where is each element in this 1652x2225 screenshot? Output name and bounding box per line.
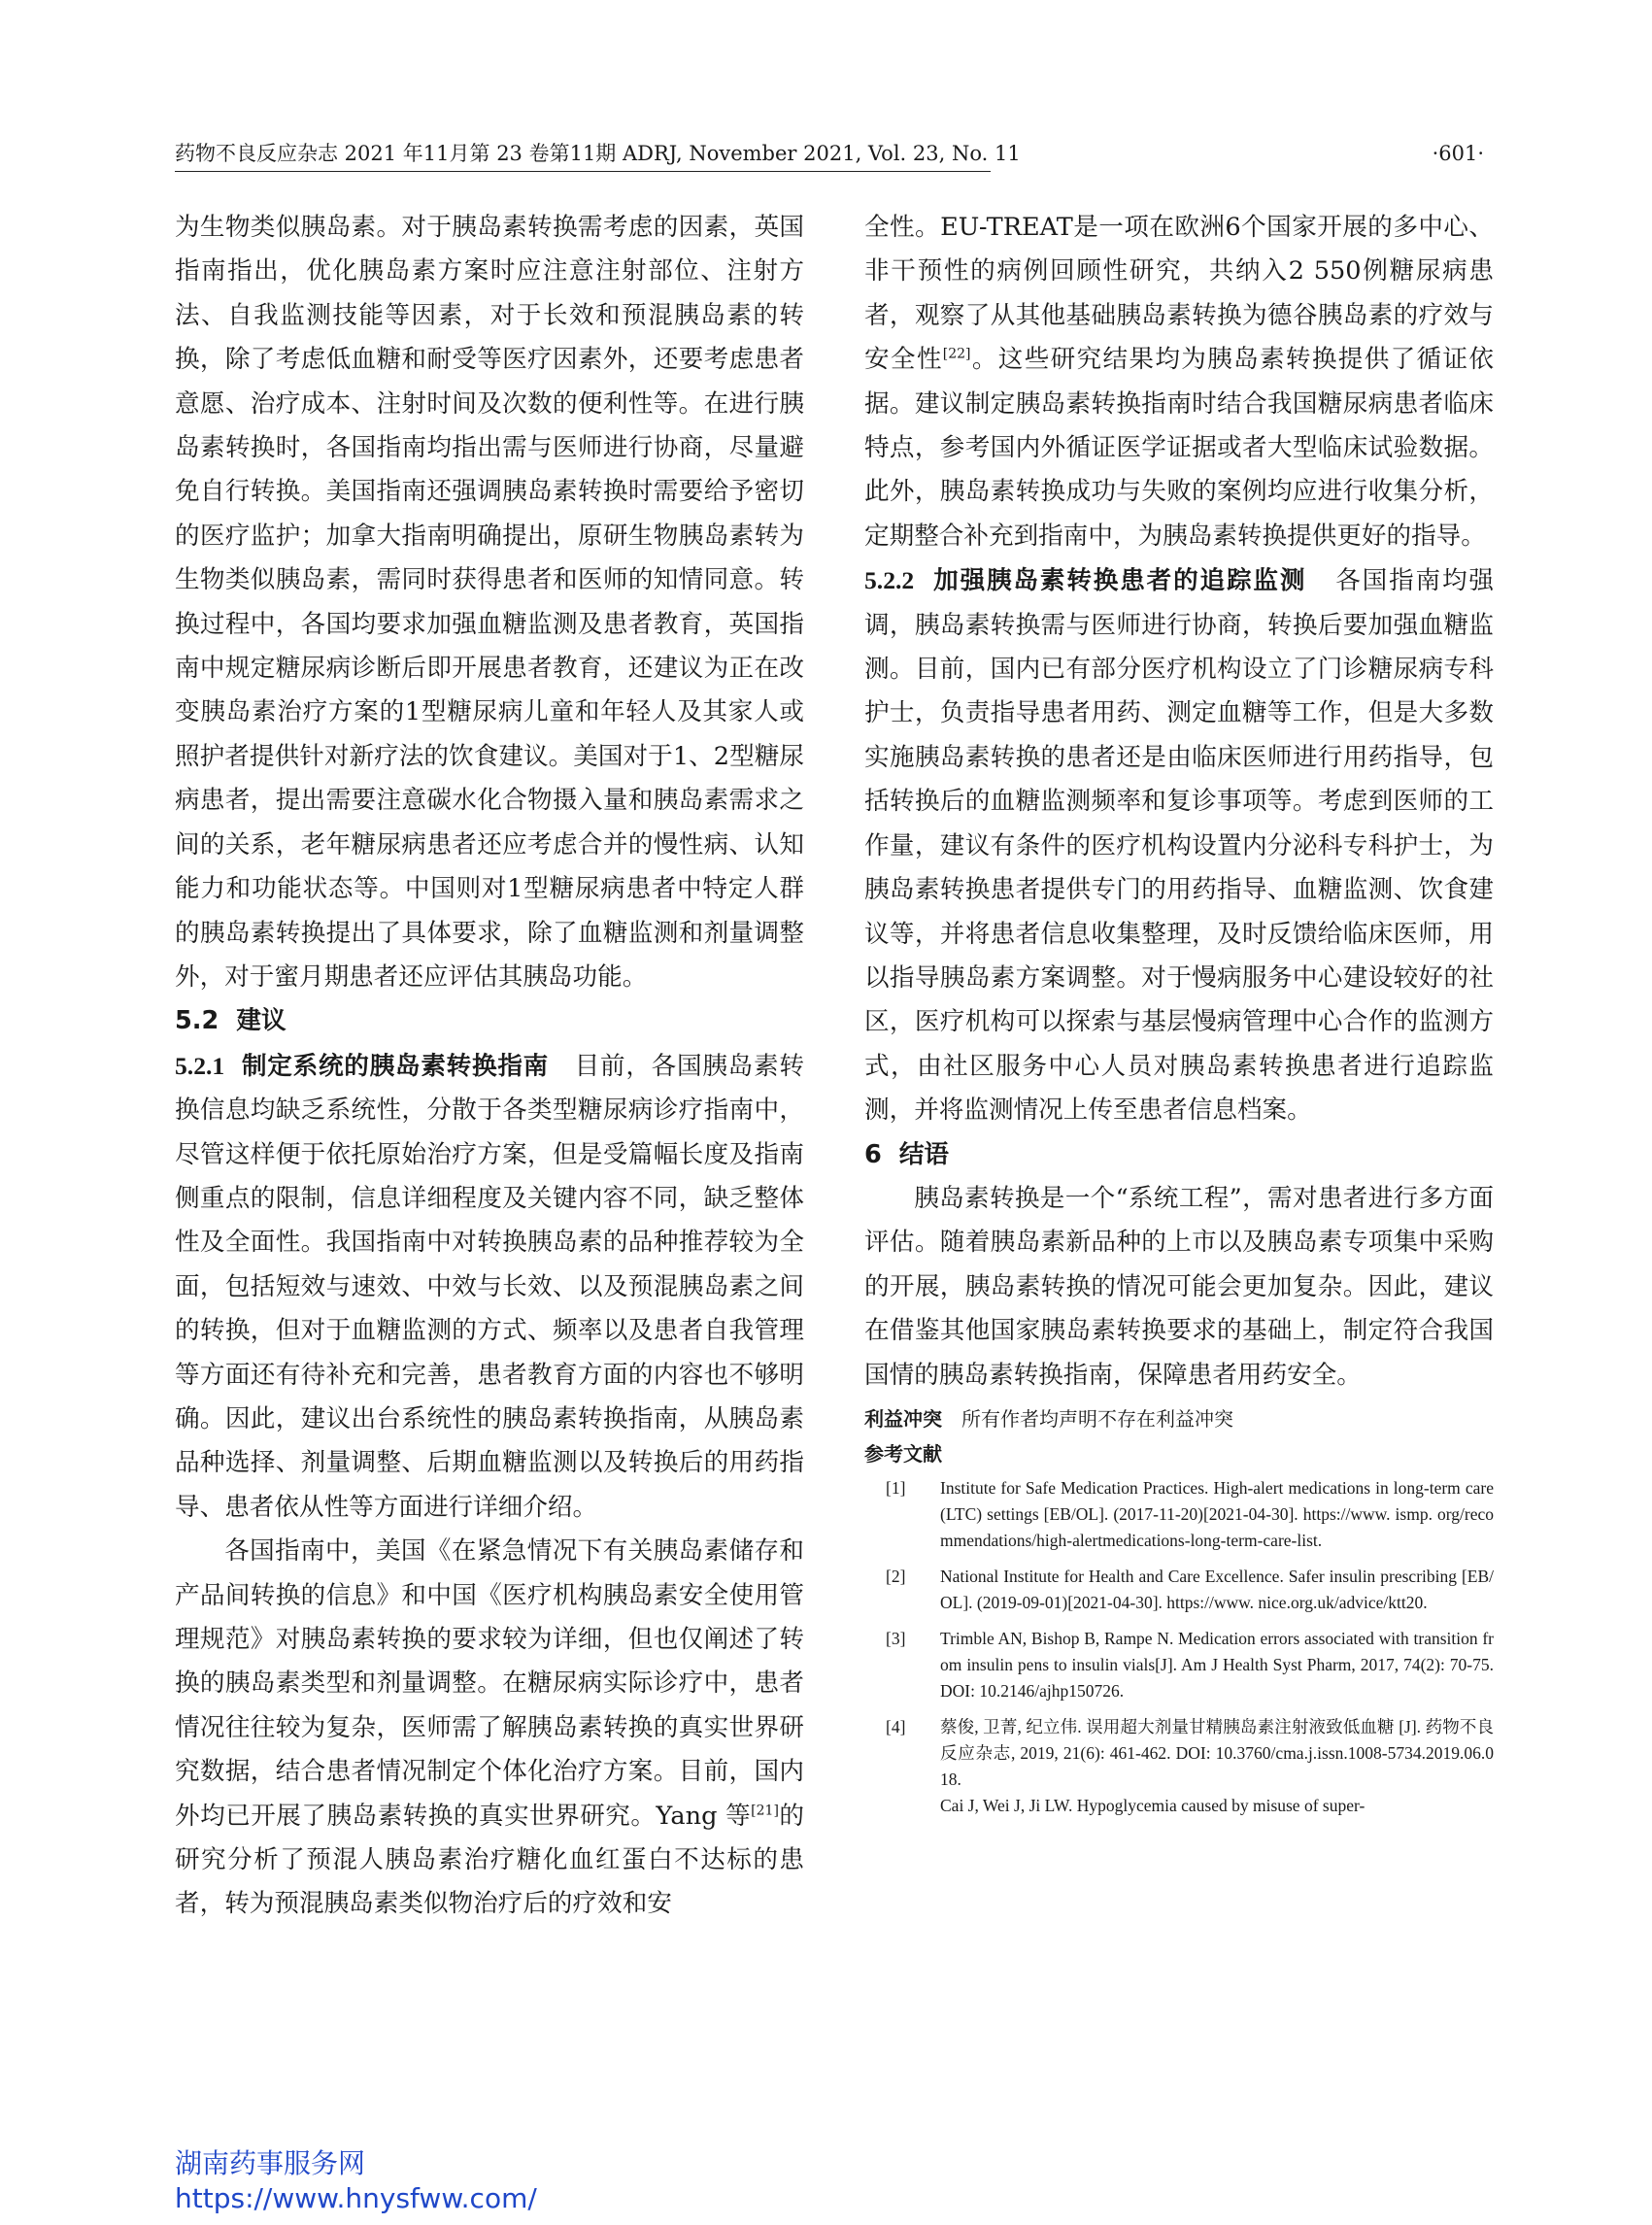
section-heading-5-2 <box>175 999 804 1043</box>
reference-item <box>864 1564 1494 1616</box>
section-title: 建议 <box>236 1006 287 1036</box>
references-heading: 参考文献 <box>864 1441 942 1466</box>
reference-item <box>864 1626 1494 1704</box>
paragraph: 胰岛素转换是一个“系统工程”，需对患者进行多方面评估。随着胰岛素新品种的上市以及胰岛素专项集中采购的开展，胰岛素转换的情况可能会更加复杂。因此，建议在借鉴其他国家胰岛素转换要求的基础上，制定符合我国国情的胰岛素转换指南，保障患者用药安全。 <box>864 1183 1494 1390</box>
paragraph <box>175 1530 804 1927</box>
page-number: ·601· <box>1432 142 1484 165</box>
coi-text: 所有作者均声明不存在利益冲突 <box>961 1406 1233 1431</box>
subsection-number: 5.2.2 <box>864 566 915 595</box>
right-column <box>864 206 1494 1829</box>
subsection-title: 制定系统的胰岛素转换指南 <box>241 1051 550 1081</box>
paragraph-text: 全性。EU-TREAT是一项在欧洲6个国家开展的多中心、非干预性的病例回顾性研究，共纳入2 550例糖尿病患者，观察了从其他基础胰岛素转换为德谷胰岛素的疗效与安全性 <box>864 213 1494 375</box>
conflict-of-interest <box>864 1401 1494 1436</box>
paragraph <box>864 206 1494 558</box>
watermark <box>175 2146 537 2216</box>
paragraph-text: 的研究分析了预混人胰岛素治疗糖化血红蛋白不达标的患者，转为预混胰岛素类似物治疗后的疗效和安 <box>175 1801 804 1919</box>
journal-info: 药物不良反应杂志 2021 年11月第 23 卷第11期 ADRJ, November 2021, Vol. 23, No. 11 <box>175 142 1021 165</box>
reference-text-english: Cai J, Wei J, Ji LW. Hypoglycemia caused by misuse of super- <box>940 1795 1365 1815</box>
section-number: 5.2 <box>175 1006 219 1036</box>
reference-text: Institute for Safe Medication Practices. High-alert medications in long-term care (LTC) settings [EB/OL]. (2017-11-20)[2021-04-30]. https://www. ismp. org/recommendations/high-alertmedications-long-term-care-list. <box>940 1477 1494 1550</box>
reference-text: National Institute for Health and Care Excellence. Safer insulin prescribing [EB/OL]. (2019-09-01)[2021-04-30]. https://www. nice.org.uk/advice/ktt20. <box>940 1566 1494 1612</box>
subsection-5-2-1 <box>175 1044 804 1530</box>
reference-item <box>864 1714 1494 1819</box>
coi-label: 利益冲突 <box>864 1406 942 1431</box>
subsection-title: 加强胰岛素转换患者的追踪监测 <box>933 566 1307 596</box>
left-column <box>175 206 804 1927</box>
section-title: 结语 <box>898 1139 950 1169</box>
reference-number: [3] <box>886 1628 906 1648</box>
reference-text: Trimble AN, Bishop B, Rampe N. Medication errors associated with transition from insulin pens to insulin vials[J]. Am J Health Syst Pharm, 2017, 74(2): 70-75. DOI: 10.2146/ajhp150726. <box>940 1628 1494 1701</box>
paragraph-text: 。这些研究结果均为胰岛素转换提供了循证依据。建议制定胰岛素转换指南时结合我国糖尿病患者临床特点，参考国内外循证医学证据或者大型临床试验数据。此外，胰岛素转换成功与失败的案例均应进行收集分析，定期整合补充到指南中，为胰岛素转换提供更好的指导。 <box>864 345 1494 551</box>
watermark-site-name: 湖南药事服务网 <box>175 2147 366 2179</box>
paragraph: 为生物类似胰岛素。对于胰岛素转换需考虑的因素，英国指南指出，优化胰岛素方案时应注意注射部位、注射方法、自我监测技能等因素，对于长效和预混胰岛素的转换，除了考虑低血糖和耐受等医疗因素外，还要考虑患者意愿、治疗成本、注射时间及次数的便利性等。在进行胰岛素转换时，各国指南均指出需与医师进行协商，尽量避免自行转换。美国指南还强调胰岛素转换时需要给予密切的医疗监护；加拿大指南明确提出，原研生物胰岛素转为生物类似胰岛素，需同时获得患者和医师的知情同意。转换过程中，各国均要求加强血糖监测及患者教育，英国指南中规定糖尿病诊断后即开展患者教育，还建议为正在改变胰岛素治疗方案的1型糖尿病儿童和年轻人及其家人或照护者提供针对新疗法的饮食建议。美国对于1、2型糖尿病患者，提出需要注意碳水化合物摄入量和胰岛素需求之间的关系，老年糖尿病患者还应考虑合并的慢性病、认知能力和功能状态等。中国则对1型糖尿病患者中特定人群的胰岛素转换提出了具体要求，除了血糖监测和剂量调整外，对于蜜月期患者还应评估其胰岛功能。 <box>175 213 804 992</box>
subsection-text: 目前，各国胰岛素转换信息均缺乏系统性，分散于各类型糖尿病诊疗指南中，尽管这样便于依托原始治疗方案，但是受篇幅长度及指南侧重点的限制，信息详细程度及关键内容不同，缺乏整体性及全面性。我国指南中对转换胰岛素的品种推荐较为全面，包括短效与速效、中效与长效、以及预混胰岛素之间的转换，但对于血糖监测的方式、频率以及患者自我管理等方面还有待补充和完善，患者教育方面的内容也不够明确。因此，建议出台系统性的胰岛素转换指南，从胰岛素品种选择、剂量调整、后期血糖监测以及转换后的用药指导、患者依从性等方面进行详细介绍。 <box>175 1051 804 1522</box>
subsection-text: 各国指南均强调，胰岛素转换需与医师进行协商，转换后要加强血糖监测。目前，国内已有部分医疗机构设立了门诊糖尿病专科护士，负责指导患者用药、测定血糖等工作，但是大多数实施胰岛素转换的患者还是由临床医师进行用药指导，包括转换后的血糖监测频率和复诊事项等。考虑到医师的工作量，建议有条件的医疗机构设置内分泌科专科护士，为胰岛素转换患者提供专门的用药指导、血糖监测、饮食建议等，并将患者信息收集整理，及时反馈给临床医师，用以指导胰岛素方案调整。对于慢病服务中心建设较好的社区，医疗机构可以探索与基层慢病管理中心合作的监测方式，由社区服务中心人员对胰岛素转换患者进行追踪监测，并将监测情况上传至患者信息档案。 <box>864 566 1494 1126</box>
running-header <box>175 138 1484 169</box>
citation-marker[interactable]: [22] <box>942 346 971 362</box>
reference-number: [2] <box>886 1566 906 1586</box>
subsection-5-2-2 <box>864 558 1494 1132</box>
reference-text: 蔡俊, 卫菁, 纪立伟. 误用超大剂量甘精胰岛素注射液致低血糖 [J]. 药物不良反应杂志, 2019, 21(6): 461-462. DOI: 10.3760/cma.j.issn.1008-5734.2019.06.018. <box>940 1716 1494 1789</box>
watermark-url[interactable]: https://www.hnysfww.com/ <box>175 2182 537 2214</box>
section-heading-6 <box>864 1133 1494 1177</box>
subsection-number: 5.2.1 <box>175 1051 225 1080</box>
section-number: 6 <box>864 1139 882 1169</box>
reference-number: [4] <box>886 1716 906 1736</box>
reference-number: [1] <box>886 1477 906 1498</box>
reference-item <box>864 1475 1494 1554</box>
header-rule <box>175 171 991 172</box>
citation-marker[interactable]: [21] <box>751 1803 779 1819</box>
paragraph-text: 各国指南中，美国《在紧急情况下有关胰岛素储存和产品间转换的信息》和中国《医疗机构胰岛素安全使用管理规范》对胰岛素转换的要求较为详细，但也仅阐述了转换的胰岛素类型和剂量调整。在糖尿病实际诊疗中，患者情况往往较为复杂，医师需了解胰岛素转换的真实世界研究数据，结合患者情况制定个体化治疗方案。目前，国内外均已开展了胰岛素转换的真实世界研究。Yang 等 <box>175 1536 804 1831</box>
